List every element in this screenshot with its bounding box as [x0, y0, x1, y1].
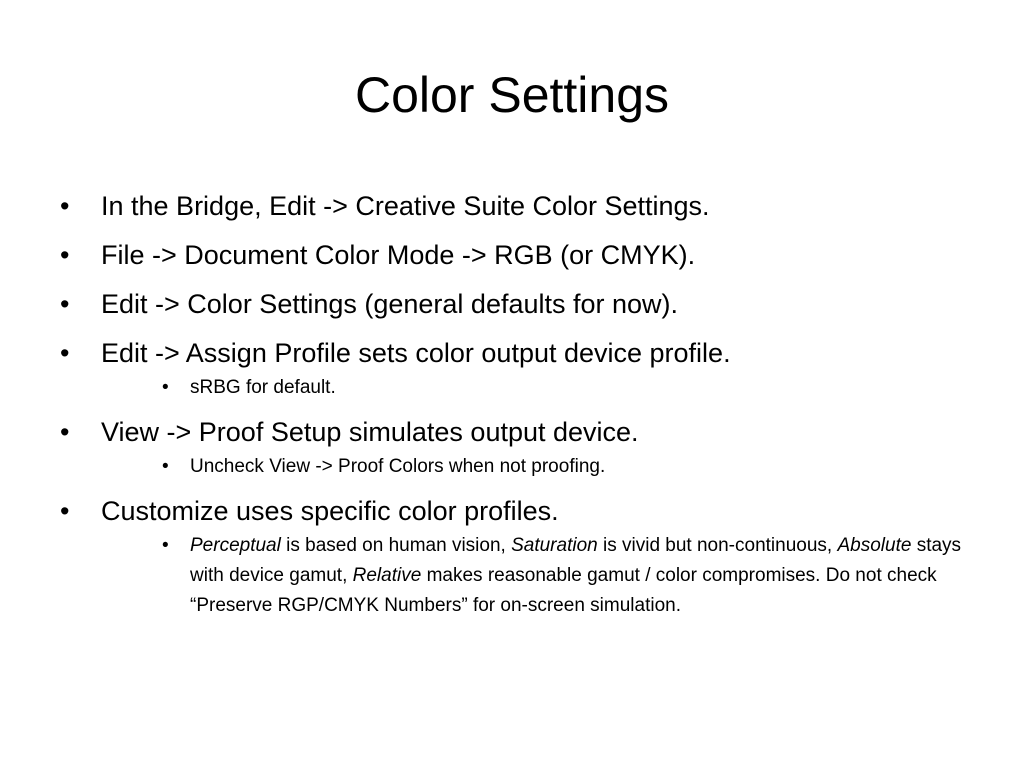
bullet-item [60, 491, 980, 531]
saturation-desc: is vivid but non-continuous, [597, 535, 838, 556]
sub-bullet-item [162, 531, 980, 621]
perceptual-term: Perceptual [190, 535, 281, 556]
bullet-icon: • [60, 338, 70, 368]
bullet-icon: • [60, 240, 70, 270]
sub-bullet-text: sRBG for default. [190, 377, 336, 398]
sub-bullet-icon: • [162, 535, 169, 556]
rendering-intents-text [190, 535, 961, 616]
sub-bullet-text: Uncheck View -> Proof Colors when not proofing. [190, 456, 606, 477]
bullet-item [60, 284, 980, 324]
bullet-icon: • [60, 289, 70, 319]
bullet-item [60, 186, 980, 226]
relative-term: Relative [352, 565, 422, 586]
relative-desc: makes reasonable gamut / color compromises. Do not check “Preserve RGP/CMYK Numbers” for on-screen simulation. [190, 565, 937, 616]
bullet-item [60, 412, 980, 452]
perceptual-desc: is based on human vision, [280, 535, 512, 556]
absolute-desc: stays with device gamut, [190, 535, 962, 586]
absolute-term: Absolute [837, 535, 912, 556]
bullet-text: In the Bridge, Edit -> Creative Suite Color Settings. [101, 191, 710, 221]
sub-bullet-item [162, 373, 980, 403]
bullet-icon: • [60, 191, 70, 221]
saturation-term: Saturation [511, 535, 598, 556]
sub-bullet-icon: • [162, 456, 169, 477]
bullet-text: Edit -> Color Settings (general defaults for now). [101, 289, 679, 319]
bullet-text: Customize uses specific color profiles. [101, 496, 559, 526]
sub-bullet-icon: • [162, 377, 169, 398]
bullet-list [60, 186, 980, 630]
bullet-item [60, 333, 980, 373]
bullet-icon: • [60, 496, 70, 526]
bullet-text: Edit -> Assign Profile sets color output device profile. [101, 338, 731, 368]
bullet-icon: • [60, 417, 70, 447]
bullet-text: View -> Proof Setup simulates output device. [101, 417, 639, 447]
bullet-text: File -> Document Color Mode -> RGB (or CMYK). [101, 240, 696, 270]
sub-bullet-item [162, 452, 980, 482]
bullet-item [60, 235, 980, 275]
slide-title: Color Settings [354, 67, 670, 123]
